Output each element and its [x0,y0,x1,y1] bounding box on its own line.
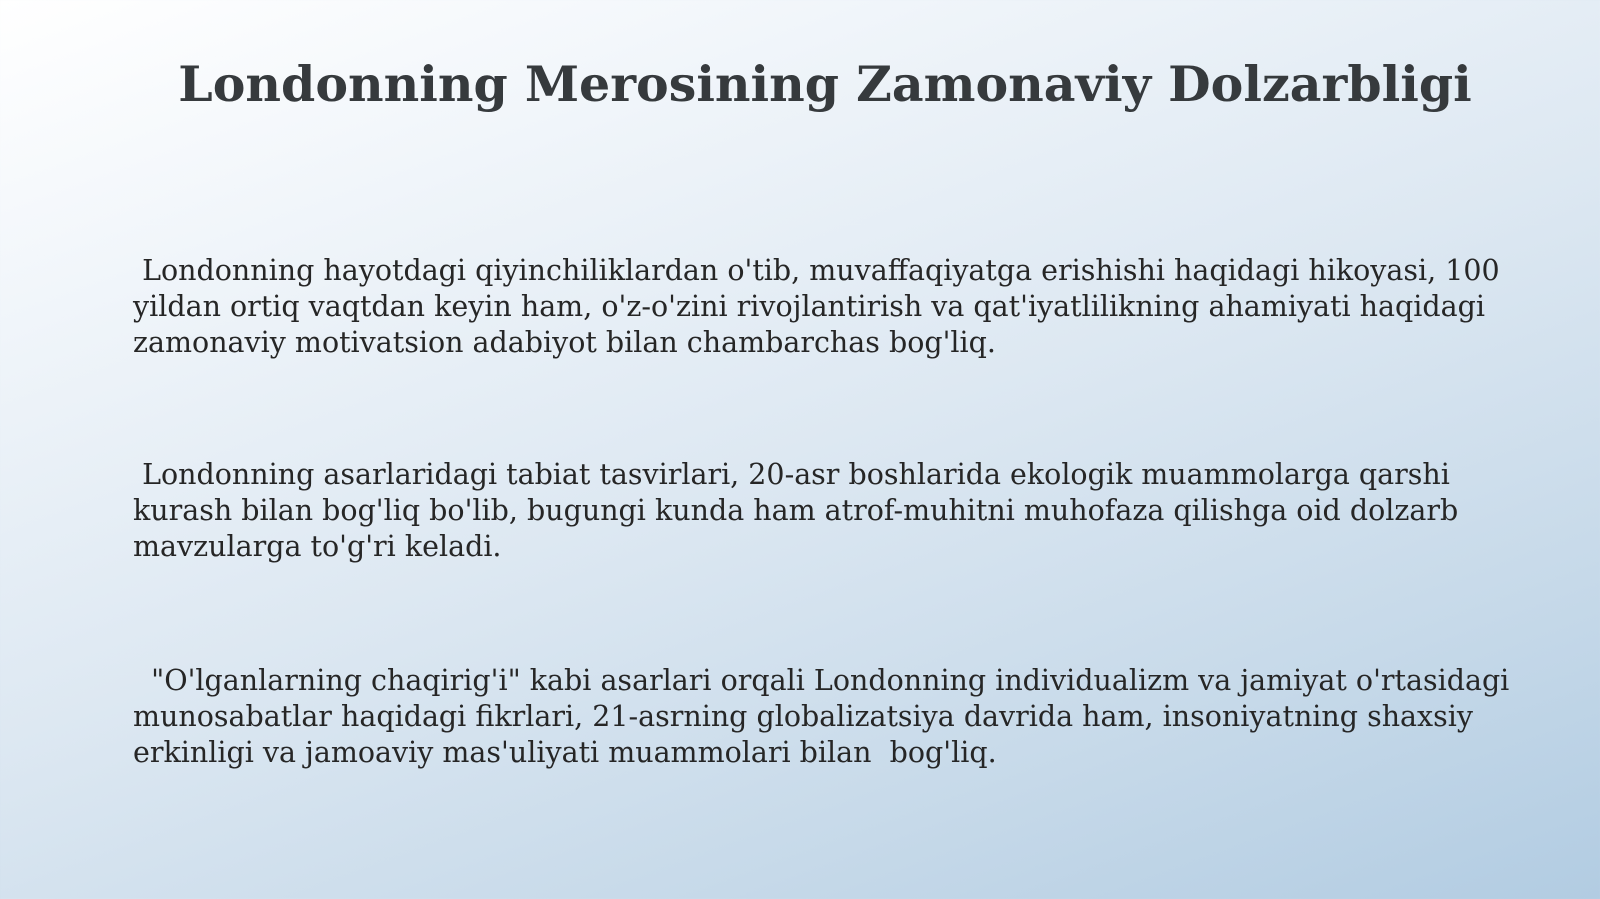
paragraph-1: Londonning hayotdagi qiyinchiliklardan o'tib, muvaffaqiyatga erishishi haqidagi hikoyasi, 100 yildan ortiq vaqtdan keyin ham, o'z-o'zini rivojlantirish va qat'iyatlilikning ahamiyati haqidagi zamonaviy motivatsion adabiyot bilan chambarchas bog'liq. [133,254,1509,359]
slide-title: Londonning Merosining Zamonaviy Dolzarbligi [178,55,1472,113]
paragraph-2: Londonning asarlaridagi tabiat tasvirlari, 20-asr boshlarida ekologik muammolarga qarshi kurash bilan bog'liq bo'lib, bugungi kunda ham atrof-muhitni muhofaza qilishga oid dolzarb mavzularga to'g'ri keladi. [133,458,1468,563]
paragraph-3: "O'lganlarning chaqirig'i" kabi asarlari orqali Londonning individualizm va jamiyat o'rtasidagi munosabatlar haqidagi fikrlari, 21-asrning globalizatsiya davrida ham, insoniyatning shaxsiy erkinligi va jamoaviy mas'uliyati muammolari bilan bog'liq. [133,664,1519,769]
